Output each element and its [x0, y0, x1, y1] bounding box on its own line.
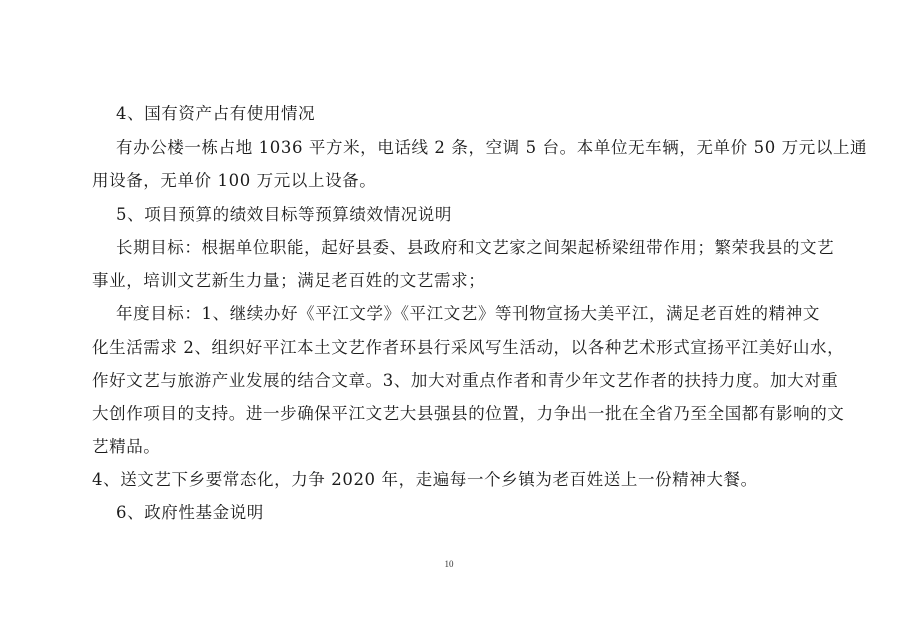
heading-performance: 5、项目预算的绩效目标等预算绩效情况说明 — [116, 205, 452, 224]
paragraph-line: 用设备，无单价 100 万元以上设备。 — [92, 171, 377, 190]
paragraph-line: 长期目标：根据单位职能，起好县委、县政府和文艺家之间架起桥梁纽带作用；繁荣我县的文艺 — [116, 238, 835, 257]
heading-assets: 4、国有资产占有使用情况 — [116, 104, 316, 123]
paragraph-line: 艺精品。 — [92, 437, 161, 456]
paragraph-line: 事业，培训文艺新生力量；满足老百姓的文艺需求； — [92, 271, 486, 290]
paragraph-line: 年度目标：1、继续办好《平江文学》《平江文艺》等刊物宣扬大美平江，满足老百姓的精神文 — [116, 304, 820, 323]
heading-fund: 6、政府性基金说明 — [116, 503, 264, 522]
paragraph-line: 作好文艺与旅游产业发展的结合文章。3、加大对重点作者和青少年文艺作者的扶持力度。加大对重 — [92, 371, 839, 390]
paragraph-line: 4、送文艺下乡要常态化，力争 2020 年，走遍每一个乡镇为老百姓送上一份精神大餐。 — [92, 470, 758, 489]
paragraph-line: 化生活需求 2、组织好平江本土文艺作者环县行采风写生活动，以各种艺术形式宣扬平江美好山水， — [92, 338, 845, 357]
page-number: 10 — [444, 559, 454, 569]
paragraph-line: 有办公楼一栋占地 1036 平方米，电话线 2 条，空调 5 台。本单位无车辆，无单价 50 万元以上通 — [116, 138, 868, 157]
paragraph-line: 大创作项目的支持。进一步确保平江文艺大县强县的位置，力争出一批在全省乃至全国都有影响的文 — [92, 404, 845, 423]
